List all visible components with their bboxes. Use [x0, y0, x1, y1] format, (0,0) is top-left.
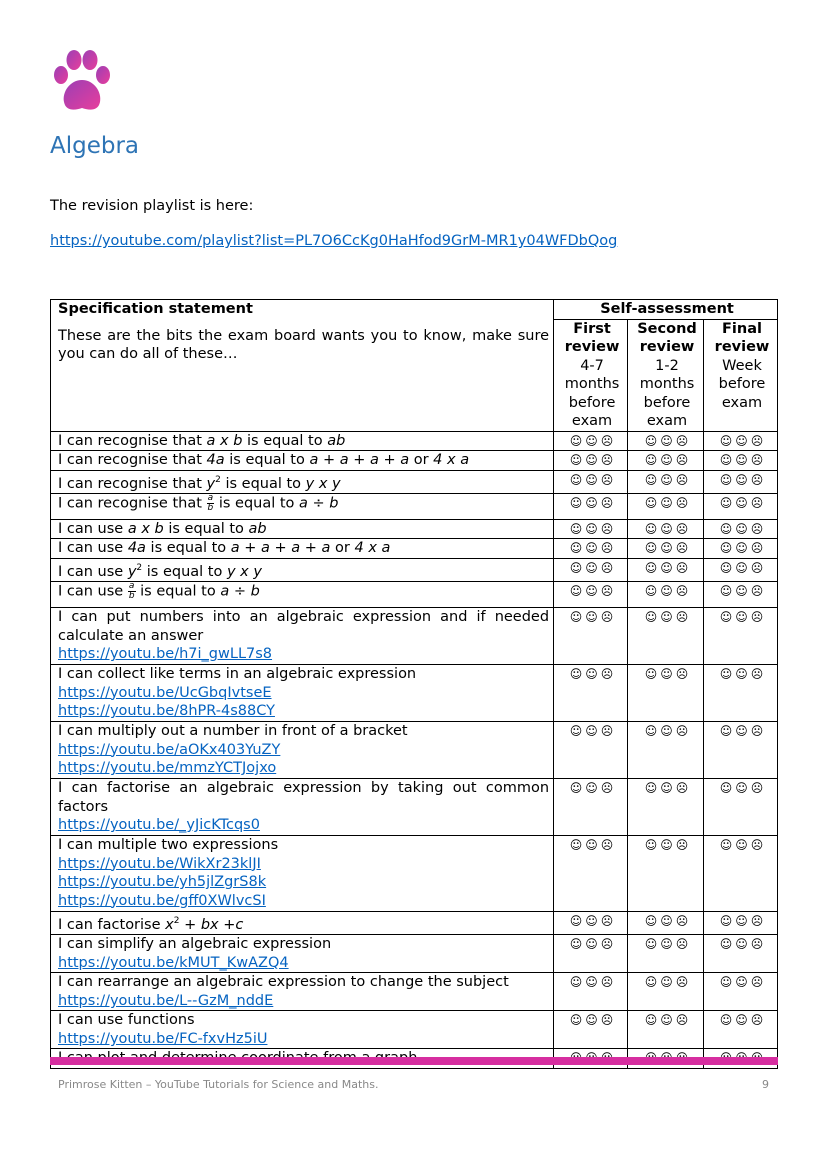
neutral-face-icon[interactable]: ☺	[735, 914, 749, 929]
smiley-face-icon[interactable]: ☺	[569, 781, 584, 796]
sad-face-icon[interactable]: ☹	[675, 453, 690, 467]
table-row: I can use functions https://youtu.be/FC-fxvHz5iU ☺ ☺ ☹ ☺ ☺ ☹ ☺ ☺ ☹	[51, 1011, 778, 1049]
neutral-face-icon[interactable]: ☺	[660, 521, 674, 536]
neutral-face-icon[interactable]: ☺	[585, 781, 599, 796]
neutral-face-icon[interactable]: ☺	[585, 495, 599, 510]
self-assessment-faces[interactable]	[554, 1011, 628, 1049]
video-link[interactable]: https://youtu.be/_yJicKTcqs0	[58, 817, 260, 834]
self-assessment-faces[interactable]	[704, 973, 778, 1011]
video-link[interactable]: https://youtu.be/WikXr23klJI	[58, 855, 261, 872]
sad-face-icon[interactable]: ☹	[600, 610, 615, 625]
neutral-face-icon[interactable]: ☺	[585, 937, 599, 952]
self-assessment-faces[interactable]	[554, 431, 628, 451]
sad-face-icon[interactable]: ☹	[600, 724, 615, 739]
self-assessment-faces[interactable]	[628, 493, 704, 519]
sad-face-icon[interactable]: ☹	[600, 838, 615, 853]
smiley-face-icon[interactable]: ☺	[569, 495, 584, 510]
self-assessment-faces[interactable]	[704, 470, 778, 493]
neutral-face-icon[interactable]: ☺	[660, 1013, 674, 1028]
smiley-face-icon[interactable]: ☺	[644, 838, 659, 853]
review-first: First review 4-7 months before exam	[554, 319, 628, 431]
sad-face-icon[interactable]: ☹	[750, 724, 765, 739]
table-row: I can factorise $x^2$ + bx +c ☺ ☺ ☹ ☺ ☺ ☹ ☺ ☺ ☹	[51, 912, 778, 935]
smiley-face-icon[interactable]: ☺	[719, 1013, 734, 1028]
table-row: I can use $y^2$ is equal to y x y ☺ ☺ ☹ ☺ ☺ ☹ ☺ ☺ ☹	[51, 558, 778, 581]
smiley-face-icon[interactable]: ☺	[644, 724, 659, 739]
neutral-face-icon[interactable]: ☺	[735, 433, 749, 448]
smiley-face-icon[interactable]: ☺	[569, 610, 584, 625]
sad-face-icon[interactable]: ☹	[750, 937, 765, 952]
sad-face-icon[interactable]: ☹	[600, 453, 615, 467]
footer-text: Primrose Kitten – YouTube Tutorials for Science and Maths.	[58, 1078, 379, 1091]
neutral-face-icon[interactable]: ☺	[660, 584, 674, 599]
table-row: I can put numbers into an algebraic expression and if needed calculate an answer https://youtu.be/h7i_gwLL7s8 ☺ ☺ ☹ ☺ ☺ ☹ ☺ ☺ ☹	[51, 608, 778, 665]
sad-face-icon[interactable]: ☹	[600, 433, 615, 448]
playlist-link[interactable]: https://youtube.com/playlist?list=PL7O6CcKg0HaHfod9GrM-MR1y04WFDbQog	[50, 233, 618, 249]
table-row: I can collect like terms in an algebraic expression https://youtu.be/UcGbqIvtseE https://youtu.be/8hPR-4s88CY ☺ ☺ ☹ ☺ ☺ ☹ ☺ ☺ ☹	[51, 665, 778, 722]
spec-header-cell	[51, 300, 554, 432]
smiley-face-icon[interactable]: ☺	[569, 914, 584, 929]
self-assessment-faces[interactable]	[628, 558, 704, 581]
neutral-face-icon[interactable]: ☺	[585, 433, 599, 448]
intro-text: The revision playlist is here:	[50, 198, 254, 214]
sad-face-icon[interactable]: ☹	[675, 521, 690, 536]
self-assessment-faces[interactable]	[628, 836, 704, 912]
smiley-face-icon[interactable]: ☺	[569, 975, 584, 990]
smiley-face-icon[interactable]: ☺	[719, 453, 734, 467]
neutral-face-icon[interactable]: ☺	[735, 1013, 749, 1028]
self-assessment-faces[interactable]	[628, 935, 704, 973]
smiley-face-icon[interactable]: ☺	[644, 610, 659, 625]
self-assessment-faces[interactable]	[554, 912, 628, 935]
smiley-face-icon[interactable]: ☺	[719, 610, 734, 625]
sad-face-icon[interactable]: ☹	[675, 495, 690, 510]
table-row: I can use 4a is equal to a + a + a + a or 4 x a ☺ ☺ ☹ ☺ ☺ ☹ ☺ ☺ ☹	[51, 539, 778, 559]
table-row: I can multiple two expressions https://youtu.be/WikXr23klJI https://youtu.be/yh5jlZgrS8k https://youtu.be/gff0XWlvcSI ☺ ☺ ☹ ☺ ☺ ☹ ☺ ☺ ☹	[51, 836, 778, 912]
neutral-face-icon[interactable]: ☺	[585, 541, 599, 556]
self-assessment-faces[interactable]	[704, 582, 778, 608]
sad-face-icon[interactable]: ☹	[750, 838, 765, 853]
self-assessment-faces[interactable]	[704, 912, 778, 935]
sad-face-icon[interactable]: ☹	[750, 453, 765, 467]
smiley-face-icon[interactable]: ☺	[569, 937, 584, 952]
sad-face-icon[interactable]: ☹	[675, 560, 690, 575]
sad-face-icon[interactable]: ☹	[675, 914, 690, 929]
neutral-face-icon[interactable]: ☺	[660, 937, 674, 952]
self-assessment-faces[interactable]	[554, 779, 628, 836]
sad-face-icon[interactable]: ☹	[750, 610, 765, 625]
neutral-face-icon[interactable]: ☺	[585, 724, 599, 739]
smiley-face-icon[interactable]: ☺	[569, 453, 584, 467]
neutral-face-icon[interactable]: ☺	[660, 975, 674, 990]
sad-face-icon[interactable]: ☹	[750, 584, 765, 599]
sad-face-icon[interactable]: ☹	[600, 560, 615, 575]
self-assessment-faces[interactable]	[628, 973, 704, 1011]
smiley-face-icon[interactable]: ☺	[569, 724, 584, 739]
table-row: I can recognise that a x b is equal to ab ☺ ☺ ☹ ☺ ☺ ☹ ☺ ☺ ☹	[51, 431, 778, 451]
smiley-face-icon[interactable]: ☺	[569, 838, 584, 853]
smiley-face-icon[interactable]: ☺	[644, 667, 659, 682]
smiley-face-icon[interactable]: ☺	[569, 584, 584, 599]
sad-face-icon[interactable]: ☹	[600, 937, 615, 952]
sad-face-icon[interactable]: ☹	[600, 667, 615, 682]
page-title: Algebra	[50, 133, 140, 159]
sad-face-icon[interactable]: ☹	[675, 472, 690, 487]
self-assessment-faces[interactable]	[704, 493, 778, 519]
self-assessment-faces[interactable]	[554, 539, 628, 559]
sad-face-icon[interactable]: ☹	[600, 541, 615, 556]
neutral-face-icon[interactable]: ☺	[735, 838, 749, 853]
video-link[interactable]: https://youtu.be/yh5jlZgrS8k	[58, 874, 267, 891]
video-link[interactable]: https://youtu.be/UcGbqIvtseE	[58, 684, 272, 701]
video-link[interactable]: https://youtu.be/8hPR-4s88CY	[58, 703, 275, 720]
self-assessment-faces[interactable]	[554, 558, 628, 581]
neutral-face-icon[interactable]: ☺	[660, 495, 674, 510]
sad-face-icon[interactable]: ☹	[750, 521, 765, 536]
neutral-face-icon[interactable]: ☺	[660, 453, 674, 467]
self-assessment-faces[interactable]	[554, 451, 628, 471]
smiley-face-icon[interactable]: ☺	[719, 433, 734, 448]
page-number: 9	[762, 1078, 769, 1091]
self-assessment-faces[interactable]	[704, 836, 778, 912]
spec-description: These are the bits the exam board wants you to know, make sure you can do all of these…	[58, 327, 550, 362]
sad-face-icon[interactable]: ☹	[675, 975, 690, 990]
video-link[interactable]: https://youtu.be/aOKx403YuZY	[58, 741, 281, 758]
sad-face-icon[interactable]: ☹	[675, 541, 690, 556]
sad-face-icon[interactable]: ☹	[675, 937, 690, 952]
table-row: I can rearrange an algebraic expression to change the subject https://youtu.be/L--GzM_nddE ☺ ☺ ☹ ☺ ☺ ☹ ☺ ☺ ☹	[51, 973, 778, 1011]
sad-face-icon[interactable]: ☹	[600, 472, 615, 487]
smiley-face-icon[interactable]: ☺	[644, 453, 659, 467]
smiley-face-icon[interactable]: ☺	[719, 724, 734, 739]
neutral-face-icon[interactable]: ☺	[735, 521, 749, 536]
paw-print-icon	[52, 50, 112, 114]
smiley-face-icon[interactable]: ☺	[569, 472, 584, 487]
sad-face-icon[interactable]: ☹	[750, 1013, 765, 1028]
review-second: Second review 1-2 months before exam	[628, 319, 704, 431]
sad-face-icon[interactable]: ☹	[675, 1013, 690, 1028]
smiley-face-icon[interactable]: ☺	[644, 781, 659, 796]
neutral-face-icon[interactable]: ☺	[585, 472, 599, 487]
self-assessment-faces[interactable]	[554, 935, 628, 973]
self-assessment-faces[interactable]	[628, 722, 704, 779]
self-assessment-faces[interactable]	[554, 493, 628, 519]
self-assessment-faces[interactable]	[554, 722, 628, 779]
self-assessment-faces[interactable]	[704, 558, 778, 581]
sad-face-icon[interactable]: ☹	[750, 914, 765, 929]
sad-face-icon[interactable]: ☹	[600, 1013, 615, 1028]
self-assessment-faces[interactable]	[704, 779, 778, 836]
smiley-face-icon[interactable]: ☺	[569, 521, 584, 536]
self-assessment-faces[interactable]	[554, 836, 628, 912]
smiley-face-icon[interactable]: ☺	[719, 975, 734, 990]
smiley-face-icon[interactable]: ☺	[644, 560, 659, 575]
sad-face-icon[interactable]: ☹	[675, 584, 690, 599]
sad-face-icon[interactable]: ☹	[600, 521, 615, 536]
neutral-face-icon[interactable]: ☺	[585, 584, 599, 599]
neutral-face-icon[interactable]: ☺	[735, 541, 749, 556]
review-final: Final review Week before exam	[704, 319, 778, 431]
neutral-face-icon[interactable]: ☺	[585, 667, 599, 682]
self-assessment-faces[interactable]	[704, 1011, 778, 1049]
table-row: I can simplify an algebraic expression https://youtu.be/kMUT_KwAZQ4 ☺ ☺ ☹ ☺ ☺ ☹ ☺ ☺ ☹	[51, 935, 778, 973]
self-assessment-faces[interactable]	[554, 665, 628, 722]
smiley-face-icon[interactable]: ☺	[569, 667, 584, 682]
self-assessment-faces[interactable]	[704, 431, 778, 451]
smiley-face-icon[interactable]: ☺	[719, 541, 734, 556]
self-assessment-faces[interactable]	[628, 912, 704, 935]
neutral-face-icon[interactable]: ☺	[660, 433, 674, 448]
self-assessment-faces[interactable]	[704, 935, 778, 973]
neutral-face-icon[interactable]: ☺	[660, 560, 674, 575]
table-row: I can recognise that $y^2$ is equal to y x y ☺ ☺ ☹ ☺ ☺ ☹ ☺ ☺ ☹	[51, 470, 778, 493]
self-assessment-faces[interactable]	[628, 470, 704, 493]
neutral-face-icon[interactable]: ☺	[660, 724, 674, 739]
sad-face-icon[interactable]: ☹	[750, 975, 765, 990]
self-assessment-faces[interactable]	[554, 608, 628, 665]
smiley-face-icon[interactable]: ☺	[644, 1013, 659, 1028]
self-assessment-heading: Self-assessment	[554, 300, 778, 320]
self-assessment-faces[interactable]	[628, 519, 704, 539]
sad-face-icon[interactable]: ☹	[750, 495, 765, 510]
self-assessment-faces[interactable]	[554, 470, 628, 493]
table-row: I can recognise that 4a is equal to a + a + a + a or 4 x a ☺ ☺ ☹ ☺ ☺ ☹ ☺ ☺ ☹	[51, 451, 778, 471]
video-link[interactable]: https://youtu.be/mmzYCTJojxo	[58, 760, 277, 777]
self-assessment-faces[interactable]	[704, 451, 778, 471]
smiley-face-icon[interactable]: ☺	[719, 560, 734, 575]
smiley-face-icon[interactable]: ☺	[644, 975, 659, 990]
sad-face-icon[interactable]: ☹	[750, 433, 765, 448]
smiley-face-icon[interactable]: ☺	[719, 472, 734, 487]
smiley-face-icon[interactable]: ☺	[569, 433, 584, 448]
video-link[interactable]: https://youtu.be/gff0XWlvcSI	[58, 892, 266, 909]
specification-table	[50, 299, 778, 1069]
smiley-face-icon[interactable]: ☺	[719, 781, 734, 796]
table-row: I can factorise an algebraic expression by taking out common factors https://youtu.be/_yJicKTcqs0 ☺ ☺ ☹ ☺ ☺ ☹ ☺ ☺ ☹	[51, 779, 778, 836]
table-row: I can recognise that $\frac{a}{b}$ is equal to a ÷ b ☺ ☺ ☹ ☺ ☺ ☹ ☺ ☺ ☹	[51, 493, 778, 519]
smiley-face-icon[interactable]: ☺	[644, 433, 659, 448]
sad-face-icon[interactable]: ☹	[600, 584, 615, 599]
self-assessment-faces[interactable]	[628, 431, 704, 451]
neutral-face-icon[interactable]: ☺	[735, 584, 749, 599]
neutral-face-icon[interactable]: ☺	[660, 838, 674, 853]
self-assessment-faces[interactable]	[704, 539, 778, 559]
sad-face-icon[interactable]: ☹	[675, 433, 690, 448]
neutral-face-icon[interactable]: ☺	[735, 610, 749, 625]
footer-bar	[50, 1057, 778, 1065]
smiley-face-icon[interactable]: ☺	[569, 541, 584, 556]
self-assessment-faces[interactable]	[628, 1011, 704, 1049]
smiley-face-icon[interactable]: ☺	[644, 472, 659, 487]
neutral-face-icon[interactable]: ☺	[585, 838, 599, 853]
self-assessment-faces[interactable]	[628, 608, 704, 665]
sad-face-icon[interactable]: ☹	[675, 838, 690, 853]
neutral-face-icon[interactable]: ☺	[735, 560, 749, 575]
smiley-face-icon[interactable]: ☺	[719, 838, 734, 853]
self-assessment-faces[interactable]	[628, 779, 704, 836]
self-assessment-faces[interactable]	[628, 582, 704, 608]
smiley-face-icon[interactable]: ☺	[644, 495, 659, 510]
sad-face-icon[interactable]: ☹	[750, 541, 765, 556]
smiley-face-icon[interactable]: ☺	[569, 1013, 584, 1028]
smiley-face-icon[interactable]: ☺	[719, 495, 734, 510]
neutral-face-icon[interactable]: ☺	[660, 541, 674, 556]
neutral-face-icon[interactable]: ☺	[585, 1013, 599, 1028]
neutral-face-icon[interactable]: ☺	[660, 472, 674, 487]
smiley-face-icon[interactable]: ☺	[569, 560, 584, 575]
neutral-face-icon[interactable]: ☺	[735, 975, 749, 990]
smiley-face-icon[interactable]: ☺	[644, 914, 659, 929]
neutral-face-icon[interactable]: ☺	[735, 667, 749, 682]
neutral-face-icon[interactable]: ☺	[735, 453, 749, 467]
self-assessment-faces[interactable]	[554, 582, 628, 608]
smiley-face-icon[interactable]: ☺	[644, 541, 659, 556]
sad-face-icon[interactable]: ☹	[750, 667, 765, 682]
neutral-face-icon[interactable]: ☺	[585, 521, 599, 536]
self-assessment-faces[interactable]	[704, 665, 778, 722]
sad-face-icon[interactable]: ☹	[600, 975, 615, 990]
video-link[interactable]: https://youtu.be/FC-fxvHz5iU	[58, 1030, 268, 1047]
sad-face-icon[interactable]: ☹	[750, 560, 765, 575]
smiley-face-icon[interactable]: ☺	[644, 521, 659, 536]
smiley-face-icon[interactable]: ☺	[719, 521, 734, 536]
sad-face-icon[interactable]: ☹	[750, 472, 765, 487]
sad-face-icon[interactable]: ☹	[675, 781, 690, 796]
neutral-face-icon[interactable]: ☺	[735, 472, 749, 487]
video-link[interactable]: https://youtu.be/kMUT_KwAZQ4	[58, 954, 289, 971]
neutral-face-icon[interactable]: ☺	[585, 975, 599, 990]
sad-face-icon[interactable]: ☹	[600, 495, 615, 510]
sad-face-icon[interactable]: ☹	[675, 667, 690, 682]
spec-heading: Specification statement	[58, 301, 253, 317]
video-link[interactable]: https://youtu.be/h7i_gwLL7s8	[58, 646, 273, 663]
self-assessment-faces[interactable]	[704, 608, 778, 665]
video-link[interactable]: https://youtu.be/L--GzM_nddE	[58, 992, 274, 1009]
neutral-face-icon[interactable]: ☺	[735, 781, 749, 796]
self-assessment-faces[interactable]	[628, 539, 704, 559]
neutral-face-icon[interactable]: ☺	[585, 610, 599, 625]
neutral-face-icon[interactable]: ☺	[585, 453, 599, 467]
smiley-face-icon[interactable]: ☺	[719, 914, 734, 929]
sad-face-icon[interactable]: ☹	[750, 781, 765, 796]
sad-face-icon[interactable]: ☹	[600, 781, 615, 796]
smiley-face-icon[interactable]: ☺	[644, 584, 659, 599]
neutral-face-icon[interactable]: ☺	[735, 937, 749, 952]
neutral-face-icon[interactable]: ☺	[660, 781, 674, 796]
sad-face-icon[interactable]: ☹	[675, 610, 690, 625]
smiley-face-icon[interactable]: ☺	[719, 584, 734, 599]
table-row: I can use $\frac{a}{b}$ is equal to a ÷ b ☺ ☺ ☹ ☺ ☺ ☹ ☺ ☺ ☹	[51, 582, 778, 608]
smiley-face-icon[interactable]: ☺	[644, 937, 659, 952]
smiley-face-icon[interactable]: ☺	[719, 667, 734, 682]
table-row: I can multiply out a number in front of a bracket https://youtu.be/aOKx403YuZY https://youtu.be/mmzYCTJojxo ☺ ☺ ☹ ☺ ☺ ☹ ☺ ☺ ☹	[51, 722, 778, 779]
sad-face-icon[interactable]: ☹	[600, 914, 615, 929]
table-row: I can use a x b is equal to ab ☺ ☺ ☹ ☺ ☺ ☹ ☺ ☺ ☹	[51, 519, 778, 539]
self-assessment-faces[interactable]	[628, 665, 704, 722]
neutral-face-icon[interactable]: ☺	[735, 495, 749, 510]
neutral-face-icon[interactable]: ☺	[660, 667, 674, 682]
neutral-face-icon[interactable]: ☺	[660, 610, 674, 625]
neutral-face-icon[interactable]: ☺	[585, 560, 599, 575]
self-assessment-faces[interactable]	[704, 722, 778, 779]
neutral-face-icon[interactable]: ☺	[735, 724, 749, 739]
neutral-face-icon[interactable]: ☺	[660, 914, 674, 929]
self-assessment-faces[interactable]	[554, 973, 628, 1011]
self-assessment-faces[interactable]	[628, 451, 704, 471]
sad-face-icon[interactable]: ☹	[675, 724, 690, 739]
smiley-face-icon[interactable]: ☺	[719, 937, 734, 952]
self-assessment-faces[interactable]	[704, 519, 778, 539]
self-assessment-faces[interactable]	[554, 519, 628, 539]
neutral-face-icon[interactable]: ☺	[585, 914, 599, 929]
